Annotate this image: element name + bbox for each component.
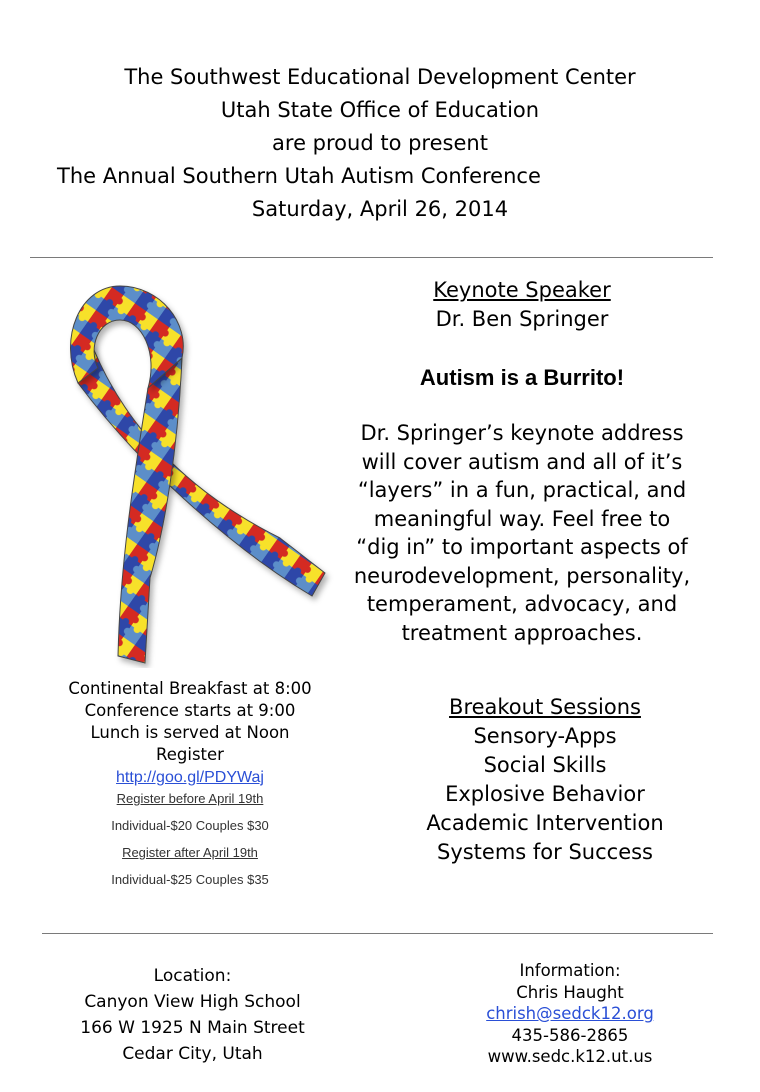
- early-registration-label: Register before April 19th: [116, 791, 264, 806]
- header-line-2: Utah State Office of Education: [220, 98, 540, 122]
- breakout-sessions: [390, 693, 700, 867]
- bottom-divider: [42, 933, 713, 934]
- venue-city: Cedar City, Utah: [122, 1044, 263, 1064]
- information-label: Information:: [519, 961, 621, 980]
- contact-website: www.sedc.k12.ut.us: [487, 1047, 653, 1066]
- location-block: [40, 963, 345, 1067]
- breakout-heading: Breakout Sessions: [449, 695, 641, 719]
- description-line: “layers” in a fun, practical, and: [357, 478, 687, 502]
- header-line-1: The Southwest Educational Development Center: [124, 65, 636, 89]
- description-line: neurodevelopment, personality,: [353, 563, 691, 588]
- breakout-session-item: Social Skills: [483, 753, 607, 777]
- keynote-speaker: Dr. Ben Springer: [435, 307, 609, 331]
- register-link[interactable]: http://goo.gl/PDYWaj: [116, 769, 264, 786]
- top-divider: [30, 257, 713, 258]
- location-label: Location:: [153, 966, 232, 986]
- breakout-session-item: Systems for Success: [436, 840, 653, 864]
- breakout-session-item: Explosive Behavior: [445, 782, 645, 806]
- description-line: “dig in” to important aspects of: [356, 535, 688, 559]
- keynote-talk-title: Autism is a Burrito!: [419, 365, 625, 390]
- description-line: treatment approaches.: [401, 620, 643, 645]
- header-line-4: The Annual Southern Utah Autism Conference: [57, 164, 541, 188]
- breakfast-time: Continental Breakfast at 8:00: [68, 679, 312, 698]
- register-label: Register: [156, 745, 224, 764]
- header-date: Saturday, April 26, 2014: [251, 197, 509, 221]
- late-registration-label: Register after April 19th: [122, 845, 258, 860]
- keynote-description: [340, 419, 704, 647]
- conference-start-time: Conference starts at 9:00: [84, 701, 296, 720]
- header-line-3: are proud to present: [272, 131, 488, 155]
- description-line: temperament, advocacy, and: [366, 592, 678, 616]
- early-registration-price: Individual-$20 Couples $30: [111, 818, 269, 833]
- venue-name: Canyon View High School: [84, 992, 301, 1012]
- contact-phone: 435-586-2865: [511, 1025, 629, 1045]
- lunch-time: Lunch is served at Noon: [90, 723, 290, 742]
- schedule-block: [40, 678, 340, 888]
- breakout-session-item: Sensory-Apps: [473, 724, 617, 748]
- breakout-session-item: Academic Intervention: [426, 811, 664, 835]
- description-line: Dr. Springer’s keynote address: [360, 421, 684, 445]
- information-block: [420, 960, 720, 1068]
- description-line: will cover autism and all of it’s: [361, 449, 683, 474]
- keynote-heading: Keynote Speaker: [433, 278, 611, 302]
- contact-name: Chris Haught: [516, 982, 624, 1002]
- contact-email-link[interactable]: chrish@sedck12.org: [486, 1004, 654, 1023]
- late-registration-price: Individual-$25 Couples $35: [111, 872, 269, 887]
- autism-awareness-ribbon-icon: [50, 278, 340, 668]
- venue-street: 166 W 1925 N Main Street: [80, 1018, 305, 1038]
- description-line: meaningful way. Feel free to: [373, 506, 671, 531]
